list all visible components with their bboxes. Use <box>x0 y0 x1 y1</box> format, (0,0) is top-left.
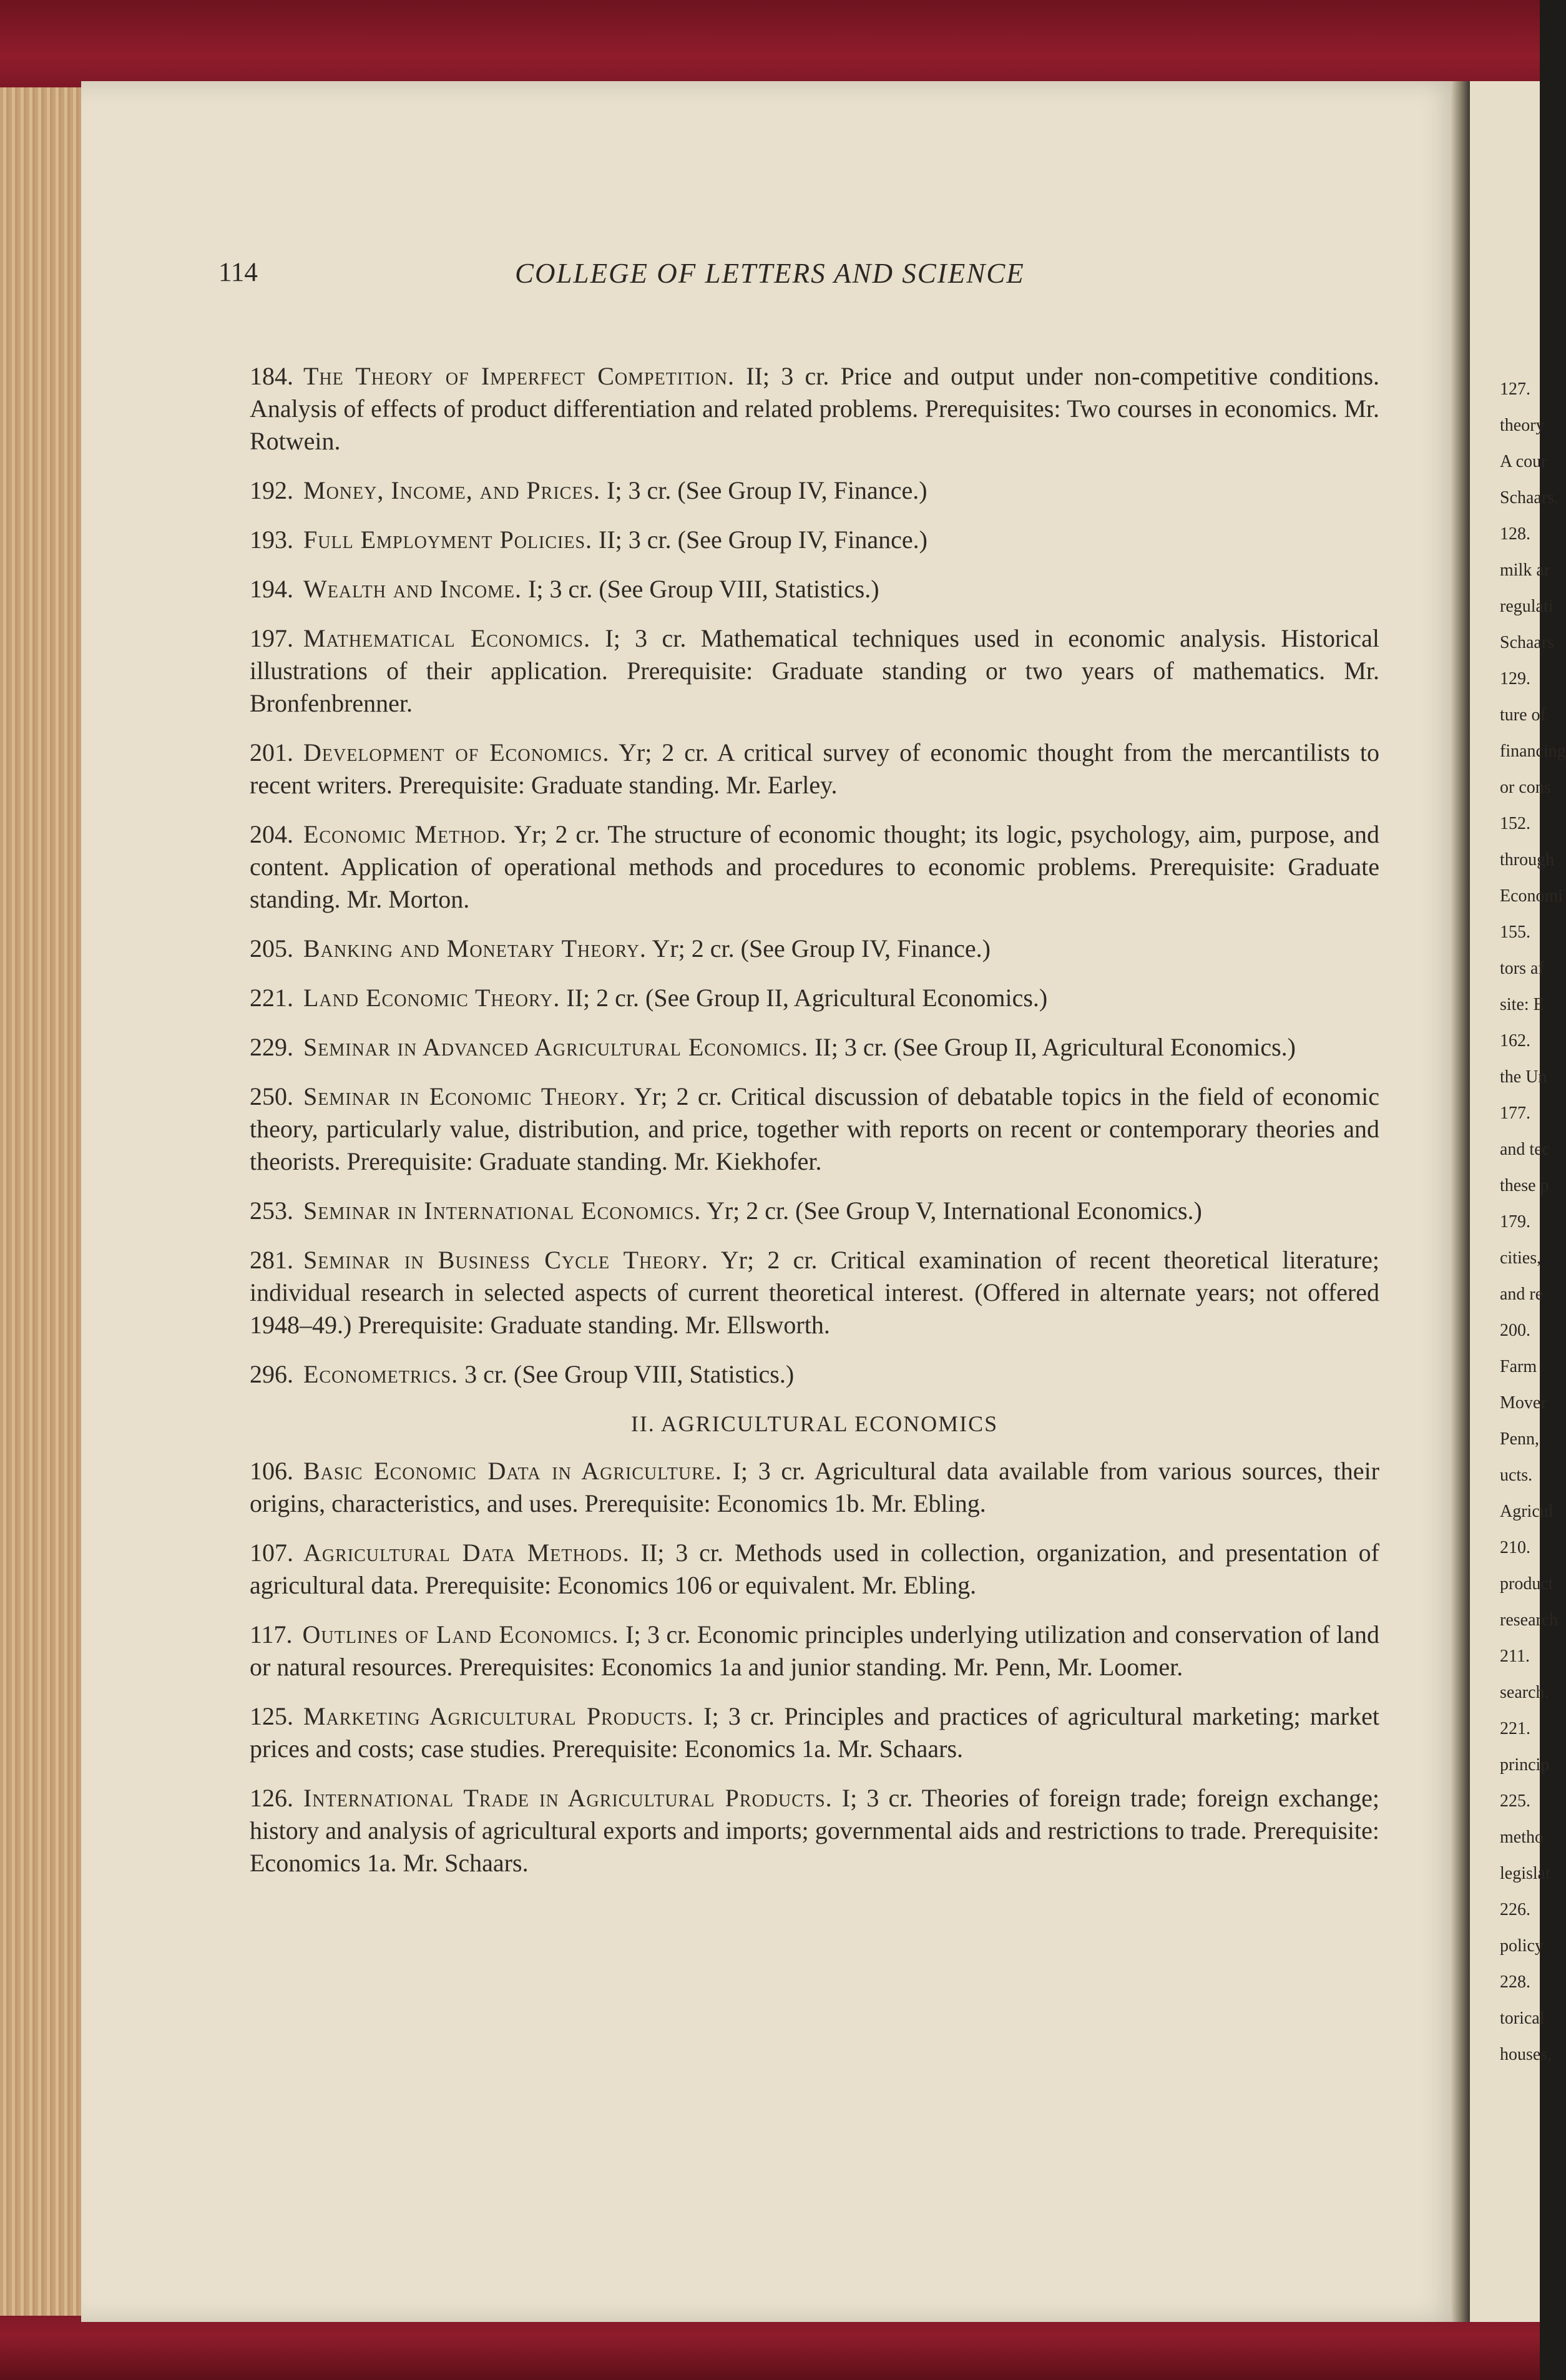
adjacent-page-fragment: Penn, <box>1500 1429 1539 1449</box>
course-entry <box>250 474 1379 507</box>
course-title: Outlines of Land Economics. <box>302 1620 619 1648</box>
adjacent-page-fragment: ture of <box>1500 705 1546 725</box>
adjacent-page-fragment: 221. <box>1500 1719 1530 1738</box>
running-title: COLLEGE OF LETTERS AND SCIENCE <box>515 258 1025 289</box>
course-entry <box>250 1782 1379 1879</box>
adjacent-page-fragment: 128. <box>1500 524 1530 544</box>
course-number: 106. <box>250 1457 293 1485</box>
course-title: International Trade in Agricultural Products. <box>303 1784 833 1812</box>
adjacent-page-fragment: search. <box>1500 1683 1549 1702</box>
book-gutter <box>1451 81 1470 2322</box>
course-entry <box>250 1455 1379 1520</box>
adjacent-page-fragment: theory <box>1500 416 1545 435</box>
course-description: Yr; 2 cr. Critical examination of recent theoretical literature; individual research in selected aspects of current theoretical interest. (Offered in alternate years; not offered 1948–49.) Prerequisite: Graduate standing. Mr. Ellsworth. <box>250 1246 1379 1339</box>
adjacent-page-fragment: tors af <box>1500 959 1544 978</box>
page-body <box>250 360 1379 1896</box>
course-number: 107. <box>250 1539 293 1567</box>
page-number: 114 <box>218 258 258 287</box>
running-head <box>0 257 1540 295</box>
course-entry <box>250 1031 1379 1064</box>
adjacent-page-fragment: financing <box>1500 742 1566 761</box>
course-title: Development of Economics. <box>303 738 610 766</box>
course-description: Yr; 2 cr. Critical discussion of debatable topics in the field of economic theory, particularly value, distribution, and price, together with reports on recent or contemporary theories and theorists. Prerequisite: Graduate standing. Mr. Kiekhofer. <box>250 1082 1379 1175</box>
course-entry <box>250 1618 1379 1683</box>
adjacent-page-fragment: Economi <box>1500 886 1564 906</box>
course-number: 204. <box>250 820 293 848</box>
course-title: Mathematical Economics. <box>303 624 591 652</box>
adjacent-page-fragment: site: E <box>1500 995 1544 1014</box>
course-entry <box>250 1700 1379 1765</box>
page-stack-edge <box>0 87 84 2316</box>
course-number: 201. <box>250 738 293 766</box>
adjacent-page-fragment: and re <box>1500 1285 1544 1304</box>
adjacent-page-fragment: Farm <box>1500 1357 1537 1376</box>
adjacent-page-fragment: 225. <box>1500 1791 1530 1811</box>
course-number: 184. <box>250 362 293 390</box>
course-description: I; 3 cr. (See Group VIII, Statistics.) <box>528 575 879 603</box>
course-number: 193. <box>250 526 293 554</box>
adjacent-page-fragment: Agricul <box>1500 1502 1554 1521</box>
course-entry <box>250 737 1379 801</box>
course-title: Seminar in International Economics. <box>303 1197 702 1225</box>
adjacent-page-fragment: Schaars <box>1500 633 1555 652</box>
course-description: Yr; 2 cr. (See Group V, International Economics.) <box>706 1197 1202 1225</box>
adjacent-page-fragment: 152. <box>1500 814 1530 833</box>
course-entry <box>250 1080 1379 1178</box>
course-entry <box>250 1358 1379 1391</box>
adjacent-page-fragment: 155. <box>1500 923 1530 942</box>
course-description: I; 3 cr. Principles and practices of agricultural marketing; market prices and costs; case studies. Prerequisite: Economics 1a. Mr. Schaars. <box>250 1702 1379 1763</box>
course-number: 194. <box>250 575 293 603</box>
course-number: 221. <box>250 984 293 1012</box>
course-description: Yr; 2 cr. A critical survey of economic thought from the mercantilists to recent writers. Prerequisite: Graduate standing. Mr. Earley. <box>250 738 1380 799</box>
course-description: II; 3 cr. (See Group IV, Finance.) <box>599 526 927 554</box>
course-title: Economic Method. <box>303 820 507 848</box>
course-description: I; 3 cr. Agricultural data available from various sources, their origins, characteristics, and uses. Prerequisite: Economics 1b. Mr. Ebling. <box>250 1457 1379 1517</box>
course-number: 250. <box>250 1082 293 1110</box>
adjacent-page <box>1470 81 1566 2322</box>
course-title: Seminar in Business Cycle Theory. <box>303 1246 708 1274</box>
adjacent-page-fragment: A cour <box>1500 452 1547 471</box>
adjacent-page-fragment: metho <box>1500 1828 1544 1847</box>
course-number: 126. <box>250 1784 293 1812</box>
adjacent-page-fragment: policy <box>1500 1936 1544 1956</box>
course-description: I; 3 cr. (See Group IV, Finance.) <box>607 476 927 504</box>
adjacent-page-fragment: 177. <box>1500 1104 1530 1123</box>
course-description: I; 3 cr. Mathematical techniques used in economic analysis. Historical illustrations of their application. Prerequisite: Graduate standing or two years of mathematics. Mr. Bronfenbrenner. <box>250 624 1380 717</box>
course-number: 205. <box>250 934 293 962</box>
adjacent-page-fragment: or cons <box>1500 778 1551 797</box>
adjacent-page-fragment: through <box>1500 850 1555 869</box>
adjacent-page-fragment: 129. <box>1500 669 1530 688</box>
course-title: Full Employment Policies. <box>303 526 593 554</box>
course-title: Agricultural Data Methods. <box>303 1539 630 1567</box>
course-entry <box>250 622 1379 720</box>
adjacent-page-fragment: the Un <box>1500 1067 1547 1087</box>
course-description: Yr; 2 cr. The structure of economic thought; its logic, psychology, aim, purpose, and content. Application of operational methods and procedures to economic problems. Prerequisite: Graduate standing. Mr. Morton. <box>250 820 1379 913</box>
section-heading: II. AGRICULTURAL ECONOMICS <box>630 1411 999 1436</box>
course-number: 125. <box>250 1702 293 1730</box>
book-cover-top-edge <box>0 0 1540 94</box>
course-title: Money, Income, and Prices. <box>303 476 601 504</box>
course-description: I; 3 cr. Theories of foreign trade; foreign exchange; history and analysis of agricultural exports and imports; governmental aids and restrictions to trade. Prerequisite: Economics 1a. Mr. Schaars. <box>250 1784 1380 1877</box>
course-entry <box>250 1195 1379 1227</box>
course-number: 192. <box>250 476 293 504</box>
adjacent-page-fragment: 200. <box>1500 1321 1530 1340</box>
adjacent-page-fragment: 228. <box>1500 1972 1530 1992</box>
adjacent-page-fragment: princip <box>1500 1755 1550 1775</box>
course-description: II; 3 cr. Price and output under non-competitive conditions. Analysis of effects of product differentiation and related problems. Prerequisites: Two courses in economics. Mr. Rotwein. <box>250 362 1380 455</box>
course-number: 296. <box>250 1360 293 1388</box>
course-number: 281. <box>250 1246 293 1274</box>
course-description: Yr; 2 cr. (See Group IV, Finance.) <box>652 934 991 962</box>
adjacent-page-fragment: milk ar <box>1500 561 1550 580</box>
adjacent-page-fragment: cities, <box>1500 1248 1542 1268</box>
course-number: 229. <box>250 1033 293 1061</box>
course-title: The Theory of Imperfect Competition. <box>303 362 735 390</box>
course-title: Seminar in Economic Theory. <box>303 1082 627 1110</box>
adjacent-page-fragment: research <box>1500 1610 1559 1630</box>
course-entry <box>250 524 1379 556</box>
course-entry <box>250 573 1379 605</box>
course-title: Seminar in Advanced Agricultural Economics. <box>303 1033 809 1061</box>
adjacent-page-fragment: houses, <box>1500 2045 1552 2064</box>
course-title: Banking and Monetary Theory. <box>303 934 647 962</box>
course-entry <box>250 1244 1379 1341</box>
course-title: Land Economic Theory. <box>303 984 560 1012</box>
course-description: II; 3 cr. Methods used in collection, organization, and presentation of agricultural data. Prerequisite: Economics 106 or equivalent. Mr. Ebling. <box>250 1539 1380 1599</box>
course-entry <box>250 982 1379 1014</box>
adjacent-page-fragment: these p <box>1500 1176 1549 1195</box>
course-number: 197. <box>250 624 293 652</box>
course-title: Wealth and Income. <box>303 575 522 603</box>
adjacent-page-fragment: torical <box>1500 2009 1545 2028</box>
adjacent-page-fragment: 226. <box>1500 1900 1530 1919</box>
course-description: II; 3 cr. (See Group II, Agricultural Economics.) <box>815 1033 1296 1061</box>
adjacent-page-fragment: 127. <box>1500 380 1530 399</box>
adjacent-page-fragment: 162. <box>1500 1031 1530 1050</box>
course-list-agricultural-economics <box>250 1455 1379 1879</box>
adjacent-page-fragment: and tec <box>1500 1140 1550 1159</box>
course-number: 117. <box>250 1620 293 1648</box>
adjacent-page-fragment: regulati <box>1500 597 1554 616</box>
adjacent-page-fragment: product <box>1500 1574 1554 1594</box>
adjacent-page-fragment: Mover <box>1500 1393 1547 1413</box>
adjacent-page-fragment: 179. <box>1500 1212 1530 1232</box>
course-description: I; 3 cr. Economic principles underlying utilization and conservation of land or natural resources. Prerequisites: Economics 1a and junior standing. Mr. Penn, Mr. Loomer. <box>250 1620 1380 1681</box>
course-title: Basic Economic Data in Agriculture. <box>303 1457 722 1485</box>
course-entry <box>250 1537 1379 1602</box>
course-entry <box>250 933 1379 965</box>
adjacent-page-fragment: legislat <box>1500 1864 1550 1883</box>
adjacent-page-fragment: 210. <box>1500 1538 1530 1557</box>
course-number: 253. <box>250 1197 293 1225</box>
course-title: Marketing Agricultural Products. <box>303 1702 694 1730</box>
adjacent-page-fragment: ucts. <box>1500 1466 1533 1485</box>
course-entry <box>250 360 1379 458</box>
adjacent-page-fragment: 211. <box>1500 1647 1530 1666</box>
course-entry <box>250 818 1379 916</box>
course-list-economics <box>250 360 1379 1391</box>
course-title: Econometrics. <box>303 1360 459 1388</box>
adjacent-page-fragment: Schaars. <box>1500 488 1559 507</box>
course-description: 3 cr. (See Group VIII, Statistics.) <box>464 1360 795 1388</box>
course-description: II; 2 cr. (See Group II, Agricultural Economics.) <box>566 984 1048 1012</box>
